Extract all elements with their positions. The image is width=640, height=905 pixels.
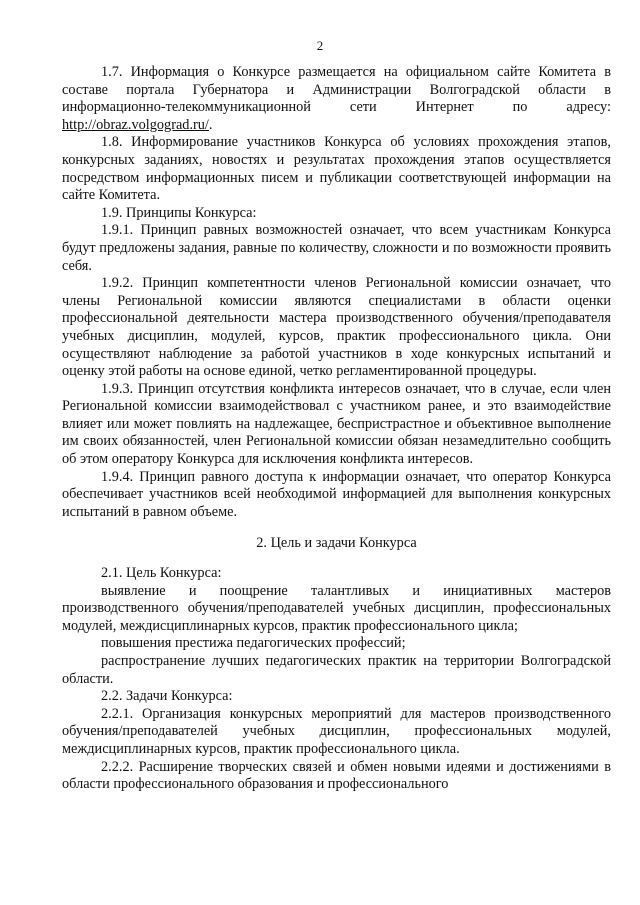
document-body: [62, 64, 611, 794]
site-link[interactable]: http://obraz.volgograd.ru/: [62, 116, 209, 133]
goal-item-3: распространение лучших педагогических практик на территории Волгоградской области.: [62, 653, 611, 687]
section-heading: 2. Цель и задачи Конкурса: [256, 535, 417, 552]
paragraph-1-8: 1.8. Информирование участников Конкурса об условиях прохождения этапов, конкурсных заданиях, новостях и результатах прохождения этапов осуществляется посредством информационных писем и публикации соответствующей информации на сайте Комитета.: [62, 134, 611, 204]
paragraph-2-2-1: 2.2.1. Организация конкурсных мероприятий для мастеров производственного обучения/преподавателей учебных дисциплин, профессиональных модулей, междисциплинарных курсов, практик профессионального цикла.: [62, 705, 611, 757]
paragraph-1-9: 1.9. Принципы Конкурса:: [101, 204, 257, 221]
paragraph-1-9-2: 1.9.2. Принцип компетентности членов Региональной комиссии означает, что члены Региональной комиссии являются специалистами в области оценки профессиональной деятельности мастера производственного обучения/преподавателя учебных дисциплин, модулей, курсов, практик профессионального цикла. Они осуществляют наблюдение за работой участников в ходе конкурсных испытаний и оценку этой работы на основе единой, четко регламентированной процедуры.: [62, 275, 611, 380]
paragraph-text-end: .: [208, 116, 213, 133]
page-number: 2: [316, 38, 324, 53]
paragraph-1-9-3: 1.9.3. Принцип отсутствия конфликта интересов означает, что в случае, если член Региональной комиссии взаимодействовал с участником ранее, и это взаимодействие влияет или может повлиять на надлежащее, беспристрастное и объективное выполнение им своих обязанностей, член Региональной комиссии обязан незамедлительно сообщить об этом оператору Конкурса для исключения конфликта интересов.: [62, 380, 611, 468]
paragraph-2-2: 2.2. Задачи Конкурса:: [101, 688, 233, 705]
paragraph-1-9-4: 1.9.4. Принцип равного доступа к информации означает, что оператор Конкурса обеспечивает участников всей необходимой информацией для выполнения конкурсных испытаний в равном объеме.: [62, 468, 611, 520]
paragraph-2-2-2: 2.2.2. Расширение творческих связей и обмен новыми идеями и достижениями в области профессионального образования и профессионального: [62, 758, 611, 793]
paragraph-2-1: 2.1. Цель Конкурса:: [101, 565, 222, 582]
goal-item-2: повышения престижа педагогических профессий;: [101, 635, 406, 652]
paragraph-1-9-1: 1.9.1. Принцип равных возможностей означает, что всем участникам Конкурса будут предложены задания, равные по количеству, сложности и по возможности проявить себя.: [62, 222, 611, 274]
goal-item-1: выявление и поощрение талантливых и инициативных мастеров производственного обучения/преподавателей учебных дисциплин, профессиональных модулей, междисциплинарных курсов, практик профессионального цикла;: [62, 582, 611, 634]
paragraph-1-7: [62, 64, 611, 134]
paragraph-text: 1.7. Информация о Конкурсе размещается на официальном сайте Комитета в составе портала Губернатора и Администрации Волгоградской области в информационно-телекоммуникационной сети Интернет по адресу:: [62, 64, 611, 116]
